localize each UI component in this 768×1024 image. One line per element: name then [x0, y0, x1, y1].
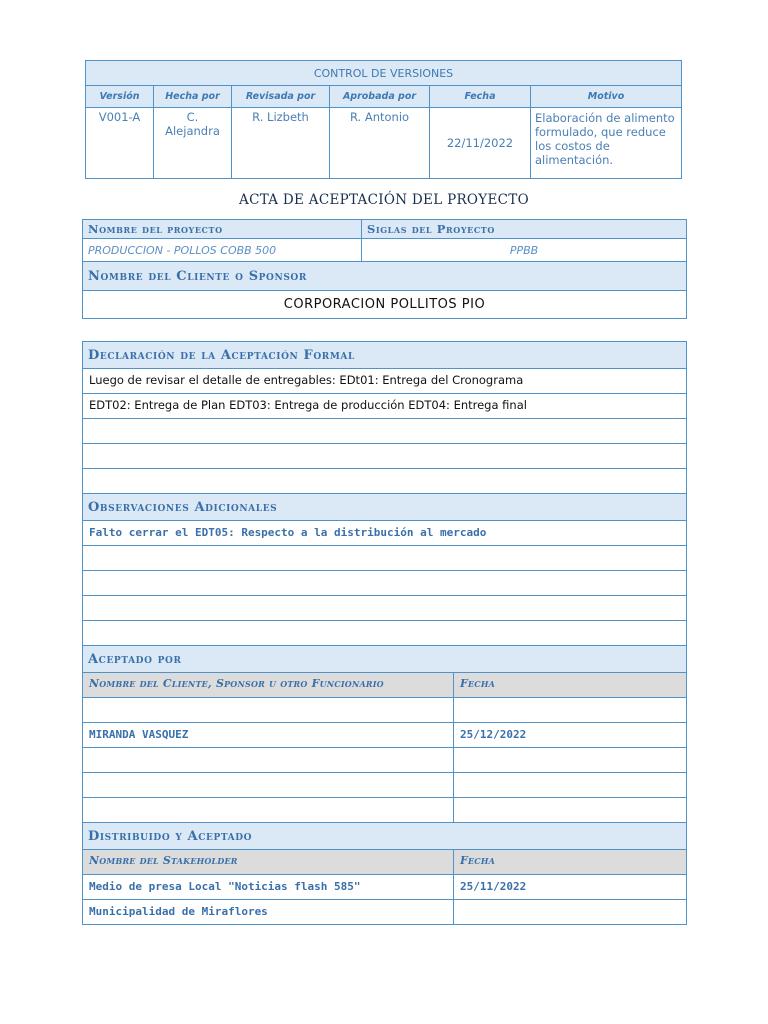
version-control-title: CONTROL DE VERSIONES — [86, 61, 682, 86]
stakeholder-name-header: Nombre del Stakeholder — [83, 850, 454, 875]
client-label: Nombre del Cliente o Sponsor — [83, 262, 687, 291]
accepted-name — [83, 748, 454, 773]
version-value: V001-A — [86, 108, 154, 179]
distributed-label: Distribuido y Aceptado — [83, 823, 687, 850]
version-control-table — [85, 60, 682, 179]
observation-line — [83, 546, 687, 571]
accepted-date — [454, 798, 687, 823]
accepted-date: 25/12/2022 — [454, 723, 687, 748]
accepted-name — [83, 698, 454, 723]
project-name-label: Nombre del proyecto — [83, 220, 362, 239]
stakeholder-date-header: Fecha — [454, 850, 687, 875]
header-made-by: Hecha por — [154, 86, 232, 108]
reason-value: Elaboración de alimento formulado, que reduce los costos de alimentación. — [531, 108, 682, 179]
observation-line — [83, 621, 687, 646]
accepted-name — [83, 798, 454, 823]
observation-line: Falto cerrar el EDT05: Respecto a la distribución al mercado — [83, 521, 687, 546]
project-acronym-label: Siglas del Proyecto — [362, 220, 687, 239]
accepted-date — [454, 748, 687, 773]
declaration-line — [83, 444, 687, 469]
accepted-date — [454, 698, 687, 723]
accepted-name-header: Nombre del Cliente, Sponsor u otro Funcionario — [83, 673, 454, 698]
accepted-name: MIRANDA VASQUEZ — [83, 723, 454, 748]
header-approved-by: Aprobada por — [330, 86, 430, 108]
accepted-by-label: Aceptado por — [83, 646, 687, 673]
declaration-line: EDT02: Entrega de Plan EDT03: Entrega de producción EDT04: Entrega final — [83, 394, 687, 419]
header-date: Fecha — [430, 86, 531, 108]
acceptance-table — [82, 341, 687, 925]
made-by-value: C. Alejandra — [154, 108, 232, 179]
project-info-table — [82, 219, 687, 319]
stakeholder-name: Medio de presa Local "Noticias flash 585" — [83, 875, 454, 900]
reviewed-by-value: R. Lizbeth — [232, 108, 330, 179]
declaration-line: Luego de revisar el detalle de entregables: EDt01: Entrega del Cronograma — [83, 369, 687, 394]
declaration-label: Declaración de la Aceptación Formal — [83, 342, 687, 369]
stakeholder-name: Municipalidad de Miraflores — [83, 900, 454, 925]
header-version: Versión — [86, 86, 154, 108]
stakeholder-date — [454, 900, 687, 925]
observation-line — [83, 571, 687, 596]
header-reviewed-by: Revisada por — [232, 86, 330, 108]
declaration-line — [83, 419, 687, 444]
declaration-line — [83, 469, 687, 494]
client-value: CORPORACION POLLITOS PIO — [83, 291, 687, 319]
document-title: ACTA DE ACEPTACIÓN DEL PROYECTO — [239, 192, 529, 208]
stakeholder-date: 25/11/2022 — [454, 875, 687, 900]
observation-line — [83, 596, 687, 621]
accepted-date-header: Fecha — [454, 673, 687, 698]
header-reason: Motivo — [531, 86, 682, 108]
date-value: 22/11/2022 — [430, 108, 531, 179]
approved-by-value: R. Antonio — [330, 108, 430, 179]
accepted-name — [83, 773, 454, 798]
project-name-value: PRODUCCION - POLLOS COBB 500 — [83, 239, 362, 262]
project-acronym-value: PPBB — [362, 239, 687, 262]
accepted-date — [454, 773, 687, 798]
observations-label: Observaciones Adicionales — [83, 494, 687, 521]
